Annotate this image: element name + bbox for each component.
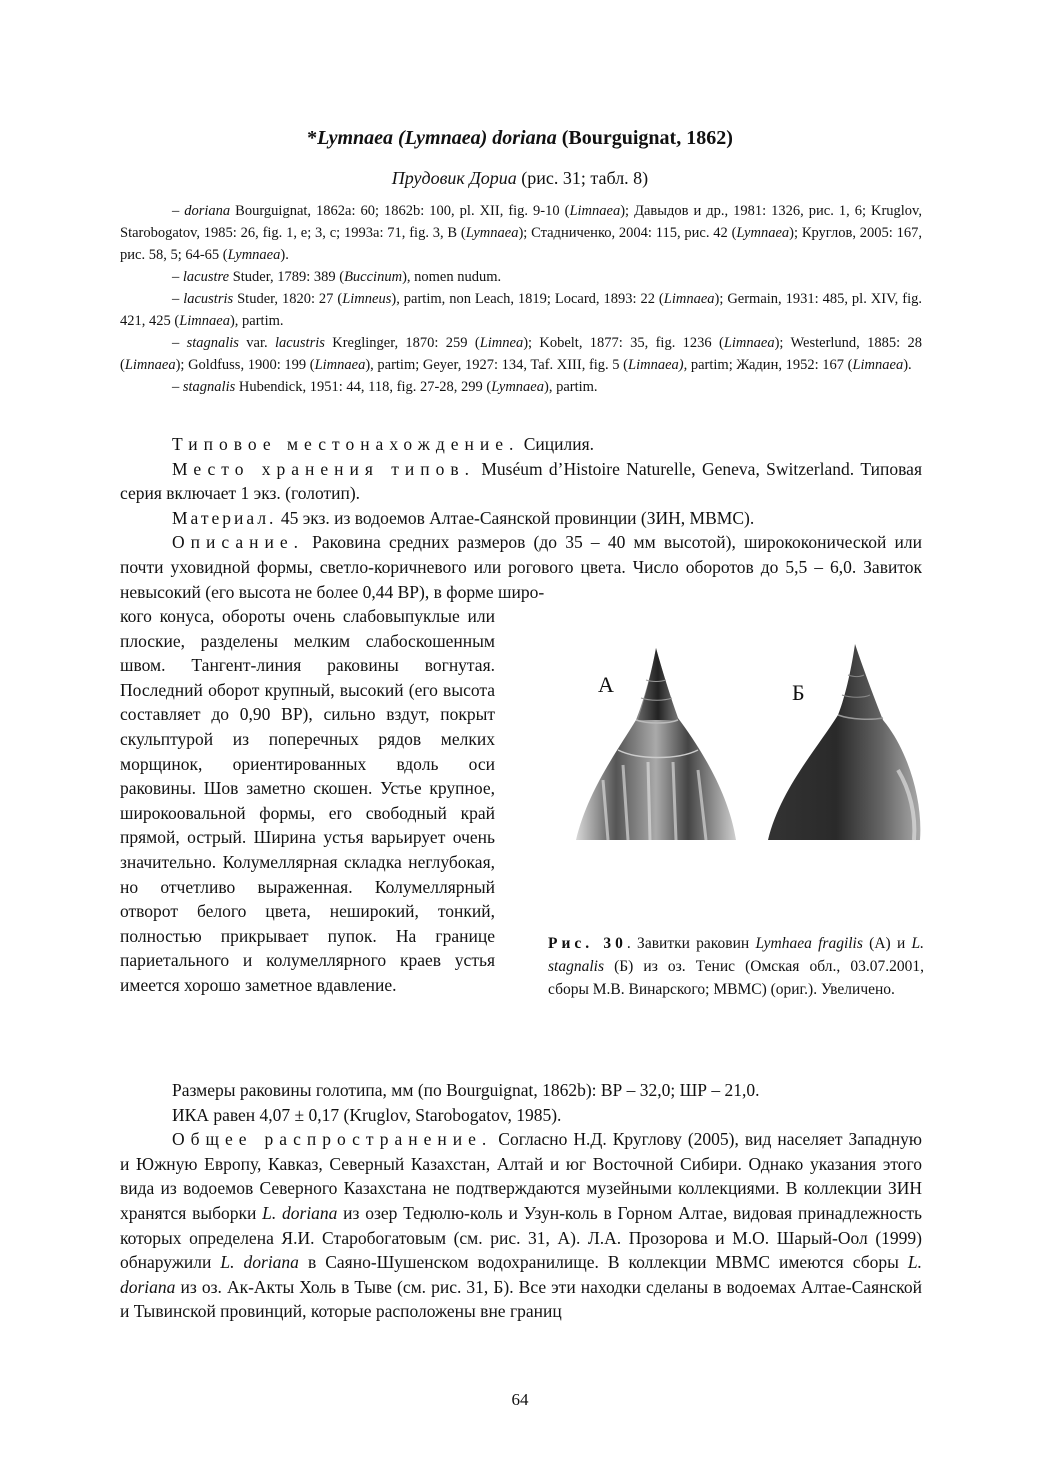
caption-text: . Завитки раковин Lymhaea fragilis (А) и L. stagnalis (Б) из оз. Тенис (Омская обл., 03.07.2001, сборы М.В. Винарского; МВМС) (ориг.). Увеличено.: [548, 935, 925, 998]
main-text-top: [120, 432, 922, 604]
figure-label-b: Б: [792, 680, 805, 705]
figure-caption: [548, 932, 924, 1001]
common-name-text: Прудовик Дориа: [391, 168, 517, 188]
description-paragraph: [120, 530, 922, 604]
distribution-label: Общее распространение.: [172, 1129, 493, 1150]
material-paragraph: [120, 506, 922, 531]
synonymy-entry: – lacustre Studer, 1789: 389 (Buccinum), nomen nudum.: [172, 269, 502, 285]
title-species-name: Lymnaea (Lymnaea) doriana: [317, 127, 557, 149]
synonymy-entry: – lacustris Studer, 1820: 27 (Limneus), partim, non Leach, 1819; Locard, 1893: 22 (Limnaea); Germain, 1931: 485, pl. XIV, fig. 421, 425 (Limnaea), partim.: [120, 291, 922, 329]
distribution-paragraph: [120, 1127, 922, 1324]
synonymy-entry: – stagnalis var. lacustris Kreglinger, 1870: 259 (Limnea); Kobelt, 1877: 35, fig. 1236 (Limnaea); Westerlund, 1885: 28 (Limnaea); Goldfuss, 1900: 199 (Limnaea), partim; Geyer, 1927: 134, Taf. XIII, fig. 5 (Limnaea), partim; Жадин, 1952: 167 (Limnaea).: [120, 335, 922, 373]
shell-a: [576, 648, 736, 840]
description-label: Описание.: [172, 532, 304, 553]
material-label: Материал.: [172, 507, 277, 528]
common-name-ref: (рис. 31; табл. 8): [516, 168, 649, 188]
type-depository-paragraph: [120, 457, 922, 506]
figure-shells: [548, 640, 928, 840]
type-locality-text: Сицилия.: [519, 434, 595, 454]
material-text: 45 экз. из водоемов Алтае-Саянской провинции (ЗИН, МВМС).: [276, 507, 755, 528]
dimensions-paragraph: Размеры раковины голотипа, мм (по Bourguignat, 1862b): ВР – 32,0; ШР – 21,0.: [172, 1080, 760, 1100]
type-depository-text: Muséum d’Histoire Naturelle, Geneva, Switzerland. Типовая серия включает 1 экз. (голотип).: [120, 458, 922, 504]
synonymy-entry: – stagnalis Hubendick, 1951: 44, 118, fig. 27-28, 299 (Lymnaea), partim.: [172, 379, 598, 395]
shell-photos: [548, 640, 928, 845]
ika-paragraph: ИКА равен 4,07 ± 0,17 (Kruglov, Starobogatov, 1985).: [172, 1104, 562, 1125]
caption-label: Рис. 30: [548, 935, 627, 952]
main-text-bottom: [120, 1078, 922, 1324]
type-locality-paragraph: [120, 432, 922, 457]
description-continued: кого конуса, обороты очень слабовыпуклые или плоские, разделены мелким слабоскошенным швом. Тангент-линия раковины вогнутая. Последний оборот крупный, высокий (его высота составляет до 0,90 ВР), сильно вздут, покрыт скульптурой из поперечных рядов мелких морщинок, ориентированных вдоль оси раковины. Шов заметно скошен. Устье крупное, широкоовальной формы, его свободный край прямой, острый. Ширина устья варьирует очень значительно. Колумеллярная складка неглубокая, но отчетливо выраженная. Колумеллярный отворот белого цвета, неширокий, тонкий, полностью прикрывает пупок. На границе париетального и колумеллярного краев устья имеется хорошо заметное вдавление.: [120, 606, 495, 995]
distribution-text: Согласно Н.Д. Круглову (2005), вид населяет Западную и Южную Европу, Кавказ, Северный Казахстан, Алтай и юг Восточной Сибири. Однако указания этого вида из водоемов Северного Казахстана не подтверждаются музейными коллекциями. В коллекции ЗИН хранятся выборки L. doriana из озер Тедюлю-коль и Узун-коль в Горном Алтае, видовая принадлежность которых определена Я.И. Старобогатовым (см. рис. 31, А). Л.А. Прозорова и М.О. Шарый-Оол (1999) обнаружили L. doriana в Саяно-Шушенском водохранилище. В коллекции МВМС имеются сборы L. doriana из оз. Ак-Акты Холь в Тыве (см. рис. 31, Б). Все эти находки сделаны в водоемах Алтае-Саянской и Тывинской провинций, которые расположены вне границ: [120, 1129, 923, 1322]
description-text: Раковина средних размеров (до 35 – 40 мм высотой), ширококонической или почти уховидной формы, светло-коричневого или рогового цвета. Число оборотов до 5,5 – 6,0. Завиток невысокий (его высота не более 0,44 ВР), в форме широ-: [120, 532, 922, 602]
synonymy-list: [120, 200, 922, 398]
title-author: (Bourguignat, 1862): [556, 127, 733, 149]
page-number: 64: [511, 1390, 529, 1409]
type-locality-label: Типовое местонахождение.: [172, 434, 520, 454]
species-title: [0, 126, 1040, 150]
type-depository-label: Место хранения типов.: [172, 458, 476, 479]
common-name: [0, 167, 1040, 189]
title-marker: *: [307, 127, 318, 149]
figure-label-a: А: [598, 672, 614, 697]
shell-b: [768, 644, 920, 840]
synonymy-entry: – doriana Bourguignat, 1862a: 60; 1862b: 100, pl. XII, fig. 9-10 (Limnaea); Давыдов и др., 1981: 1326, рис. 1, 6; Kruglov, Starobogatov, 1985: 26, fig. 1, e; 3, c; 1993a: 71, fig. 3, B (Lymnaea); Стадниченко, 2004: 115, рис. 42 (Lymnaea); Круглов, 2005: 167, рис. 58, 5; 64-65 (Lymnaea).: [120, 203, 922, 263]
